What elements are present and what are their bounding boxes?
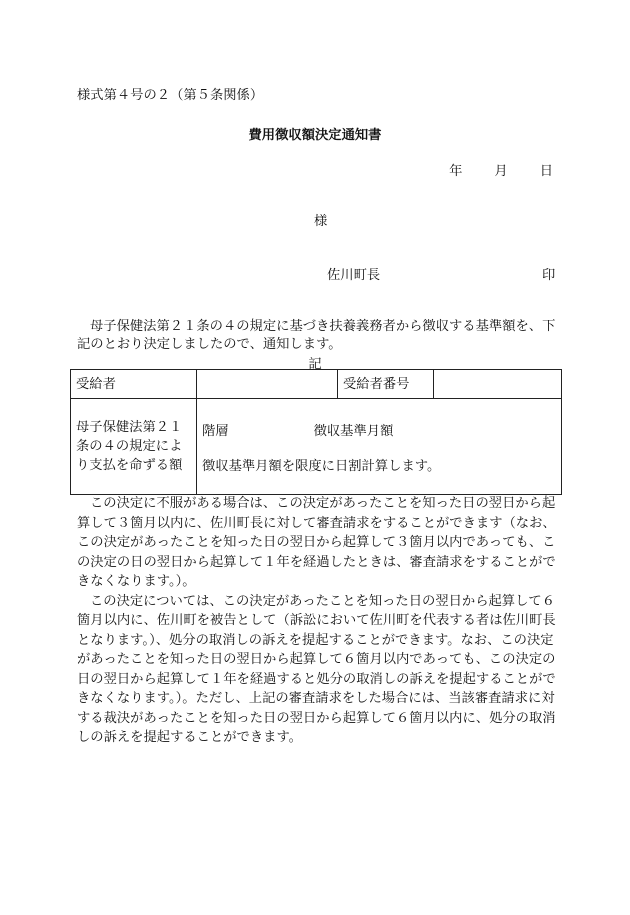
recipient-row [71,370,562,399]
date-line [449,160,553,179]
daily-note: 徴収基準月額を限度に日割計算します。 [202,458,441,474]
date-year: 年 [449,164,463,179]
intro-paragraph [77,318,557,354]
notice-paragraph-2: この決定については、この決定があったことを知った日の翌日から起算して６箇月以内に、佐川町を被告として（訴訟において佐川町を代表する者は佐川町長となります。）、処分の取消しの訴えを提起することができます。なお、この決定があったことを知った日の翌日から起算して６箇月以内であっても、この決定の日の翌日から起算して１年を経過すると処分の取消しの訴えを提起することができなくなります。）。ただし、上記の審査請求をした場合には、当該審査請求に対する裁決があったことを知った日の翌日から起算して６箇月以内に、処分の取消しの訴えを提起することができます。 [77,593,556,745]
decision-table [70,369,562,495]
recipient-number-label: 受給者番号 [338,370,434,399]
addressee-suffix: 様 [314,214,328,229]
sender-name: 佐川町長 [327,268,381,283]
amount-detail [197,399,562,495]
date-month: 月 [494,164,508,179]
notice-paragraph-1: この決定に不服がある場合は、この決定があったことを知った日の翌日から起算して３箇月以内に、佐川町長に対して審査請求をすることができます（なお、この決定があったことを知った日の翌日から起算して３箇月以内であっても、この決定の日の翌日から起算して１年を経過したときは、審査請求をすることができなくなります。）。 [77,496,556,589]
tier-label: 階層 [202,423,229,439]
base-monthly-label: 徴収基準月額 [313,423,394,439]
seal-mark: 印 [542,268,556,283]
amount-row [71,399,562,495]
date-day: 日 [539,164,553,179]
ki-heading: 記 [308,357,322,372]
recipient-label: 受給者 [71,370,197,399]
page-title: 費用徴収額決定通知書 [248,128,382,143]
intro-text: 母子保健法第２１条の４の規定に基づき扶養義務者から徴収する基準額を、下記のとおり決定しましたので、通知します。 [77,319,556,352]
recipient-number-value [434,370,562,399]
amount-label: 母子保健法第２１条の４の規定により支払を命ずる額 [71,399,197,495]
form-number: 様式第４号の２（第５条関係） [77,88,264,103]
notice-section [77,494,561,748]
recipient-value [197,370,338,399]
